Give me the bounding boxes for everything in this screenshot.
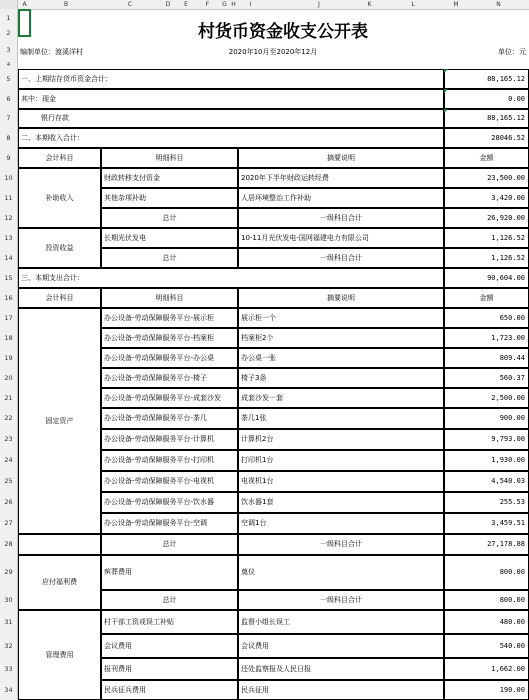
bank-deposit-label: 银行存款 [18,109,444,128]
amount-cell: 9,793.00 [444,429,529,450]
row-header[interactable]: 13 [4,234,13,242]
row-header[interactable]: 6 [6,95,11,103]
header-amount: 金额 [444,148,529,168]
row-header[interactable]: 17 [4,314,13,322]
header-summary: 摘要说明 [238,148,444,168]
header-summary: 摘要说明 [238,288,444,308]
amount-cell: 255.53 [444,492,529,513]
header-subject: 会计科目 [18,148,101,168]
row-header[interactable]: 5 [6,75,11,83]
detail-cell: 长期光伏发电 [101,228,238,248]
row-header[interactable]: 24 [4,456,13,464]
detail-cell: 办公设备-劳动保障服务平台-电视机 [101,471,238,492]
column-header-a[interactable]: A [22,1,27,8]
summary-cell: 展示柜一个 [238,308,444,328]
row-header[interactable]: 8 [6,134,11,142]
period-label: 2020年10月至2020年12月 [228,48,318,56]
row-header[interactable]: 14 [4,254,13,262]
row-header[interactable]: 10 [4,174,13,182]
subject-investment-income: 投资收益 [18,228,101,268]
subtotal-desc: 一级科目合计 [238,208,444,228]
row-header[interactable]: 33 [4,665,13,673]
sheet-title: 村货币资金收支公开表 [198,22,368,42]
summary-cell: 监督小组长误工 [238,610,444,634]
subtotal-desc: 一级科目合计 [238,534,444,555]
amount-cell: 480.00 [444,610,529,634]
subtotal-amount: 800.00 [444,590,529,610]
subtotal-label: 总计 [101,248,238,268]
detail-cell: 报刊费用 [101,658,238,680]
organization-label: 编制单位：渡溪洋村 [20,48,83,56]
amount-cell: 800.00 [444,555,529,590]
row-header[interactable]: 1 [6,14,11,22]
expense-total-value: 90,604.00 [444,268,529,288]
column-header-b[interactable]: B [63,1,69,8]
subtotal-amount: 26,920.00 [444,208,529,228]
opening-balance-value: 88,165.12 [444,69,529,89]
amount-cell: 190.00 [444,680,529,700]
subtotal-label: 总计 [101,590,238,610]
amount-cell: 3,459.51 [444,513,529,534]
column-header-l[interactable]: L [411,1,415,8]
summary-cell: 茶几1张 [238,408,444,429]
summary-cell: 饮水器1套 [238,492,444,513]
row-header[interactable]: 26 [4,498,13,506]
comment-indicator [444,109,448,113]
column-header-i[interactable]: I [249,1,252,8]
amount-cell: 1,126.52 [444,228,529,248]
header-amount: 金额 [444,288,529,308]
row-header[interactable]: 34 [4,686,13,694]
subtotal-amount: 1,126.52 [444,248,529,268]
subtotal-label: 总计 [101,208,238,228]
detail-cell: 办公设备-劳动保障服务平台-打印机 [101,450,238,471]
amount-cell: 540.00 [444,634,529,658]
active-cell-selection[interactable] [18,9,31,37]
row-header[interactable]: 29 [4,568,13,576]
row-header[interactable]: 19 [4,354,13,362]
column-header-m[interactable]: M [453,1,459,8]
row-header[interactable]: 31 [4,618,13,626]
income-total-value: 28046.52 [444,128,529,148]
detail-cell: 殡葬费用 [101,555,238,590]
subtotal-amount: 27,178.88 [444,534,529,555]
summary-cell: 打印机1台 [238,450,444,471]
cash-value: 0.00 [444,89,529,109]
expense-total-label: 三、本期支出合计： [18,268,444,288]
column-header-j[interactable]: J [318,1,320,8]
comment-indicator [444,89,448,93]
currency-unit-label: 单位：元 [498,48,526,56]
amount-cell: 809.44 [444,348,529,368]
row-header[interactable]: 22 [4,414,13,422]
amount-cell: 1,930.00 [444,450,529,471]
row-header[interactable]: 11 [4,194,13,202]
amount-cell: 4,540.03 [444,471,529,492]
row-header[interactable]: 20 [4,374,13,382]
summary-cell: 人居环境整治工作补助 [238,188,444,208]
detail-cell: 财政转移支付资金 [101,168,238,188]
summary-cell: 空调1台 [238,513,444,534]
select-all-corner[interactable] [0,0,18,9]
column-header-d[interactable]: D [165,1,171,8]
summary-cell: 档案柜2个 [238,328,444,348]
summary-cell: 还处监察报及人民日报 [238,658,444,680]
detail-cell: 办公设备-劳动保障服务平台-办公桌 [101,348,238,368]
detail-cell: 办公设备-劳动保障服务平台-茶几 [101,408,238,429]
detail-cell: 办公设备-劳动保障服务平台-成套沙发 [101,388,238,408]
header-subject: 会计科目 [18,288,101,308]
row-header[interactable]: 2 [6,29,11,37]
column-header-g[interactable]: G [222,1,227,8]
detail-cell: 村干部工资或误工补贴 [101,610,238,634]
row-header[interactable]: 3 [6,46,11,54]
amount-cell: 900.00 [444,408,529,429]
row-header[interactable]: 21 [4,394,13,402]
amount-cell: 3,420.00 [444,188,529,208]
summary-cell: 民兵征用 [238,680,444,700]
row-header[interactable]: 15 [4,274,13,282]
column-header-n[interactable]: N [496,1,501,8]
subject-admin-expenses: 管理费用 [18,610,101,700]
row-header[interactable]: 4 [6,62,11,68]
row-header[interactable]: 27 [4,519,13,527]
summary-cell: 奠仪 [238,555,444,590]
amount-cell: 2,500.00 [444,388,529,408]
summary-cell: 办公桌一张 [238,348,444,368]
column-header-e[interactable]: E [184,1,188,8]
amount-cell: 1,662.00 [444,658,529,680]
comment-indicator [444,69,448,73]
column-header-c[interactable]: C [127,1,133,8]
detail-cell: 办公设备-劳动保障服务平台-计算机 [101,429,238,450]
opening-balance-label: 一、上期结存货币资金合计： [18,69,444,89]
subject-subsidy-income: 补助收入 [18,168,101,228]
row-header[interactable]: 25 [4,477,13,485]
subtotal-desc: 一级科目合计 [238,248,444,268]
row-header[interactable]: 9 [6,154,11,162]
row-header-bar [0,9,18,700]
summary-cell: 电视机1台 [238,471,444,492]
summary-cell: 会议费用 [238,634,444,658]
row-header[interactable]: 30 [4,596,13,604]
column-header-k[interactable]: K [367,1,372,8]
summary-cell: 成套沙发一套 [238,388,444,408]
row-header[interactable]: 28 [4,540,13,548]
column-header-h[interactable]: H [231,1,236,8]
summary-cell: 10-11月光伏发电-国网福建电力有限公司 [238,228,444,248]
row-header[interactable]: 7 [6,114,11,122]
detail-cell: 办公设备-劳动保障服务平台-展示柜 [101,308,238,328]
cash-label: 其中：现金 [18,89,444,109]
column-header-f[interactable]: F [205,1,210,8]
subject-fixed-assets: 固定资产 [18,308,101,534]
blank-cell [18,534,101,555]
row-header[interactable]: 23 [4,435,13,443]
subject-welfare-payable: 应付福利费 [18,555,101,610]
summary-cell: 计算机2台 [238,429,444,450]
summary-cell: 椅子3条 [238,368,444,388]
amount-cell: 650.00 [444,308,529,328]
amount-cell: 560.37 [444,368,529,388]
row-header[interactable]: 16 [4,294,13,302]
row-header[interactable]: 32 [4,642,13,650]
subtotal-label: 总计 [101,534,238,555]
amount-cell: 1,723.00 [444,328,529,348]
row-header[interactable]: 12 [4,214,13,222]
header-detail: 明细科目 [101,288,238,308]
detail-cell: 办公设备-劳动保障服务平台-空调 [101,513,238,534]
amount-cell: 23,500.00 [444,168,529,188]
subtotal-desc: 一级科目合计 [238,590,444,610]
detail-cell: 办公设备-劳动保障服务平台-椅子 [101,368,238,388]
income-total-label: 二、本期收入合计： [18,128,444,148]
detail-cell: 会议费用 [101,634,238,658]
detail-cell: 办公设备-劳动保障服务平台-档案柜 [101,328,238,348]
spreadsheet-grid[interactable] [18,9,529,700]
row-header[interactable]: 18 [4,334,13,342]
summary-cell: 2020年下半年财政运转经费 [238,168,444,188]
detail-cell: 办公设备-劳动保障服务平台-饮水器 [101,492,238,513]
detail-cell: 其他杂项补助 [101,188,238,208]
detail-cell: 民兵征兵费用 [101,680,238,700]
bank-deposit-value: 88,165.12 [444,109,529,128]
header-detail: 明细科目 [101,148,238,168]
